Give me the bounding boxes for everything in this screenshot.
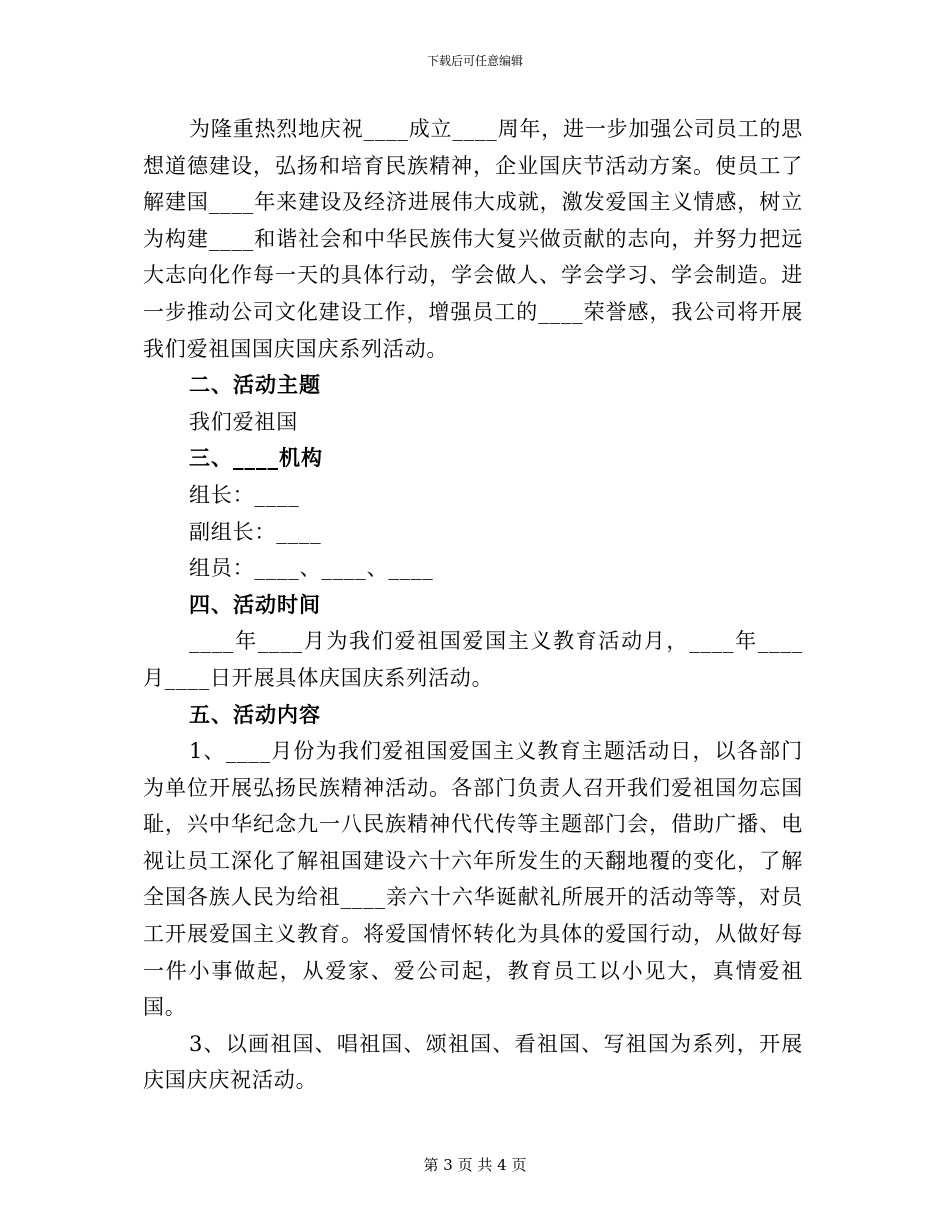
leader-line: 组长：____ bbox=[189, 482, 300, 507]
page-header: 下载后可任意编辑 bbox=[426, 54, 523, 68]
section-heading-organization: 三、____机构 bbox=[189, 446, 323, 471]
document-body bbox=[143, 111, 803, 1099]
time-paragraph: ____年____月为我们爱祖国爱国主义教育活动月，____年____月____日开展具体庆国庆系列活动。 bbox=[143, 629, 803, 690]
section-heading-time: 四、活动时间 bbox=[189, 592, 321, 617]
content-item-3: 3、以画祖国、唱祖国、颂祖国、看祖国、写祖国为系列，开展庆国庆庆祝活动。 bbox=[143, 1031, 803, 1093]
members-line: 组员：____、____、____ bbox=[189, 556, 434, 581]
content-item-1: 1、____月份为我们爱祖国爱国主义教育主题活动日，以各部门为单位开展弘扬民族精神活动。各部门负责人召开我们爱祖国勿忘国耻，兴中华纪念九一八民族精神代代传等主题部门会，借助广播、电视让员工深化了解祖国建设六十六年所发生的天翻地覆的变化，了解全国各族人民为给祖____亲六十六华诞献礼所展开的活动等等，对员工开展爱国主义教育。将爱国情怀转化为具体的爱国行动，从做好每一件小事做起，从爱家、爱公司起，教育员工以小见大，真情爱祖国。 bbox=[143, 739, 803, 1020]
theme-text: 我们爱祖国 bbox=[189, 409, 298, 434]
vice-leader-line: 副组长：____ bbox=[189, 519, 322, 544]
intro-paragraph: 为隆重热烈地庆祝____成立____周年，进一步加强公司员工的思想道德建设，弘扬和培育民族精神，企业国庆节活动方案。使员工了解建国____年来建设及经济进展伟大成就，激发爱国主义情感，树立为构建____和谐社会和中华民族伟大复兴做贡献的志向，并努力把远大志向化作每一天的具体行动，学会做人、学会学习、学会制造。进一步推动公司文化建设工作，增强员工的____荣誉感，我公司将开展我们爱祖国国庆国庆系列活动。 bbox=[143, 117, 803, 361]
section-heading-content: 五、活动内容 bbox=[189, 702, 321, 727]
section-heading-theme: 二、活动主题 bbox=[189, 373, 321, 398]
page-footer: 第 3 页 共 4 页 bbox=[423, 1156, 527, 1174]
